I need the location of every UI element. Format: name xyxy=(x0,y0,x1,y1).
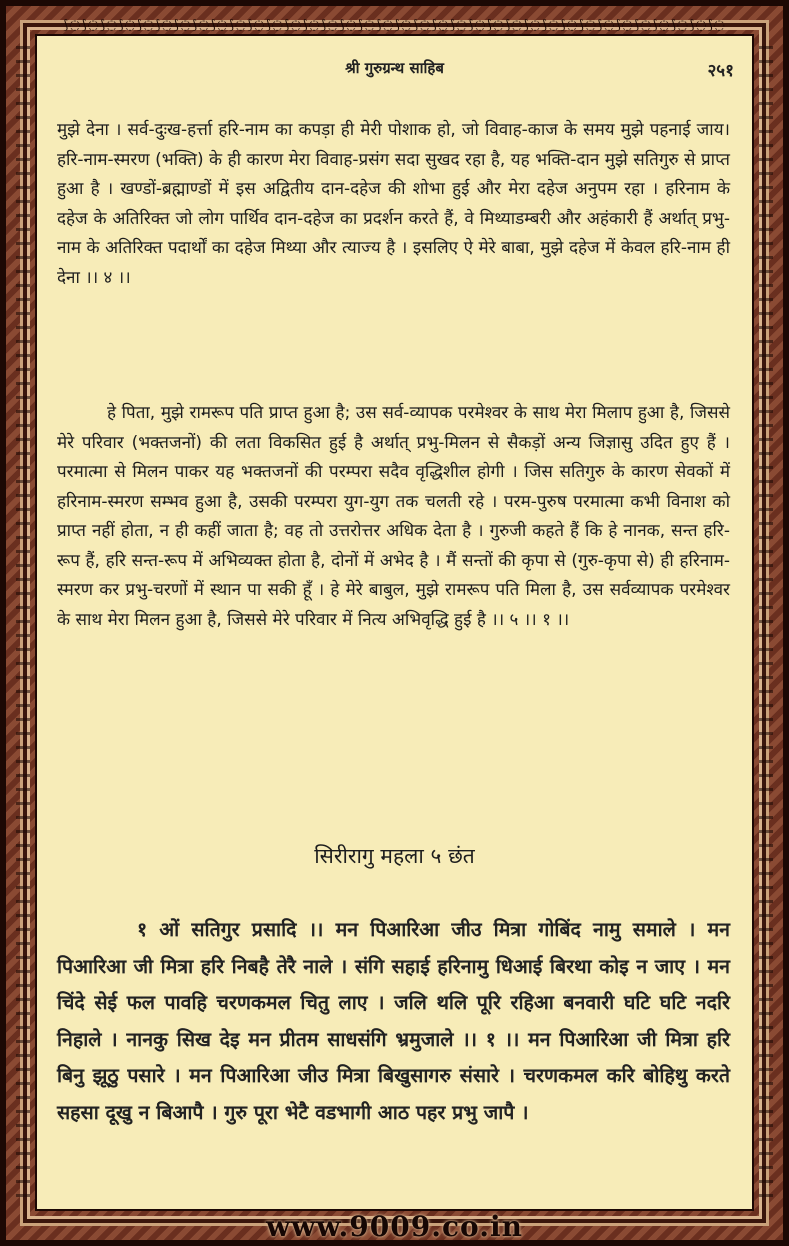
left-swirl-ornament xyxy=(16,46,30,1200)
commentary-paragraph-1: मुझे देना । सर्व-दुःख-हर्त्ता हरि-नाम का कपड़ा ही मेरी पोशाक हो, जो विवाह-काज के समय मुझे पहनाई जाय। हरि-नाम-स्मरण (भक्ति) के ही कारण मेरा विवाह-प्रसंग सदा सुखद रहा है, यह भक्ति-दान मुझे सतिगुरु से प्राप्त हुआ है । खण्डों-ब्रह्माण्डों में इस अद्वितीय दान-दहेज की शोभा हुई और मेरा दहेज अनुपम रहा । हरिनाम के दहेज के अतिरिक्त जो लोग पार्थिव दान-दहेज का प्रदर्शन करते हैं, वे मिथ्याडम्बरी और अहंकारी हैं अर्थात् प्रभु-नाम के अतिरिक्त पदार्थों का दहेज मिथ्या और त्याज्य है । इसलिए ऐ मेरे बाबा, मुझे दहेज में केवल हरि-नाम ही देना ।। ४ ।। xyxy=(57,120,730,288)
page-header xyxy=(37,58,752,84)
commentary-paragraph-2: हे पिता, मुझे रामरूप पति प्राप्त हुआ है; उस सर्व-व्यापक परमेश्वर के साथ मेरा मिलाप हुआ है, जिससे मेरे परिवार (भक्तजनों) की लता विकसित हुई है अर्थात् प्रभु-मिलन से सैकड़ों अन्य जिज्ञासु उदित हुए हैं । परमात्मा से मिलन पाकर यह भक्तजनों की परम्परा सदैव वृद्धिशील होगी । जिस सतिगुरु के कारण सेवकों में हरिनाम-स्मरण सम्भव हुआ है, उसकी परम्परा युग-युग तक चलती रहे । परम-पुरुष परमात्मा कभी विनाश को प्राप्त नहीं होता, न ही कहीं जाता है; वह तो उत्तरोत्तर अधिक देता है । गुरुजी कहते हैं कि हे नानक, सन्त हरि-रूप हैं, हरि सन्त-रूप में अभिव्यक्त होता है, दोनों में अभेद है । मैं सन्तों की कृपा से (गुरु-कृपा से) ही हरिनाम-स्मरण कर प्रभु-चरणों में स्थान पा सकी हूँ । हे मेरे बाबुल, मुझे रामरूप पति मिला है, उस सर्वव्यापक परमेश्वर के साथ मेरा मिलन हुआ है, जिससे मेरे परिवार में नित्य अभिवृद्धि हुई है ।। ५ ।। १ ।। xyxy=(57,403,730,630)
section-heading: सिरीरागु महला ५ छंत xyxy=(314,844,475,868)
running-title: श्री गुरुग्रन्थ साहिब xyxy=(345,59,444,77)
right-swirl-ornament xyxy=(759,46,773,1200)
scripture-page xyxy=(37,36,752,1209)
website-footer-link[interactable]: www.9009.co.in xyxy=(266,1210,523,1243)
page-number: २५१ xyxy=(707,61,734,81)
verse-paragraph: १ ओं सतिगुर प्रसादि ।। मन पिआरिआ जीउ मित्रा गोबिंद नामु समाले । मन पिआरिआ जी मित्रा हरि निबहै तेरै नाले । संगि सहाई हरिनामु धिआई बिरथा कोइ न जाए । मन चिंदे सेई फल पावहि चरणकमल चितु लाए । जलि थलि पूरि रहिआ बनवारी घटि घटि नदरि निहाले । नानकु सिख देइ मन प्रीतम साधसंगि भ्रमुजाले ।। १ ।। मन पिआरिआ जी मित्रा हरि बिनु झूठु पसारे । मन पिआरिआ जीउ मित्रा बिखुसागरु संसारे । चरणकमल करि बोहिथु करते सहसा दूखु न बिआपै । गुरु पूरा भेटै वडभागी आठ पहर प्रभु जापै । xyxy=(57,918,730,1124)
top-swirl-ornament: ⟆◌⟆◌⟆◌⟆◌⟆◌⟆◌⟆◌⟆◌⟆◌⟆◌⟆◌⟆◌⟆◌⟆◌⟆◌⟆◌⟆◌⟆◌⟆◌⟆◌⟆◌⟆◌⟆◌⟆◌⟆◌⟆◌⟆◌⟆◌⟆◌⟆◌⟆◌⟆◌⟆◌⟆◌⟆◌⟆◌ xyxy=(63,18,726,33)
